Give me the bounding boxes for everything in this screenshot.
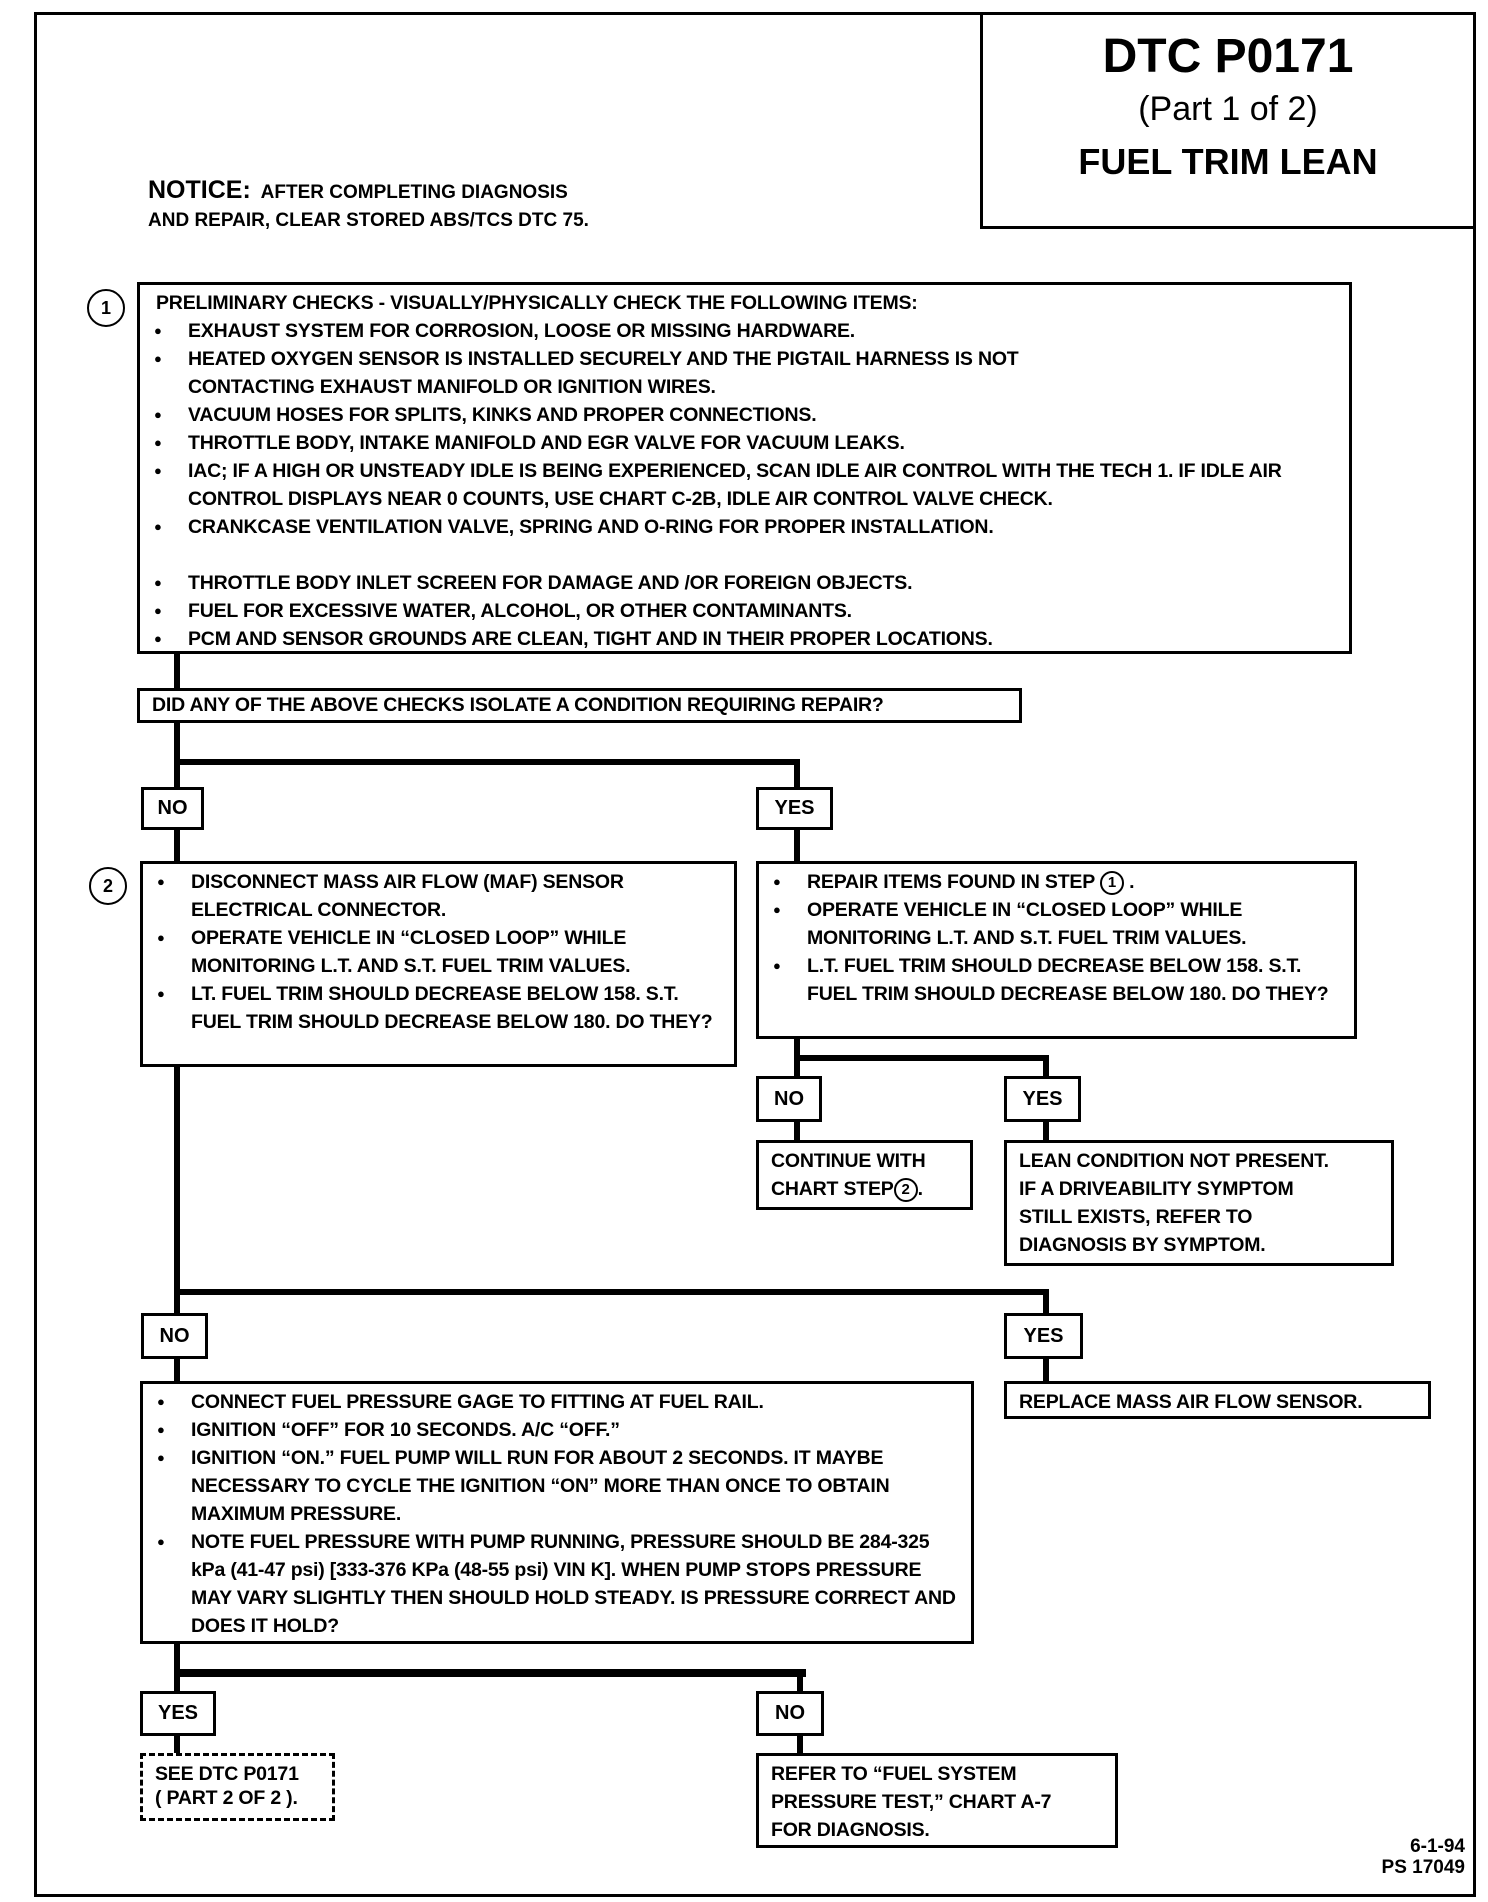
connector-line (1043, 1055, 1049, 1076)
connector-line (794, 1055, 1049, 1061)
no-label: NO (141, 787, 204, 830)
replace-maf-box: REPLACE MASS AIR FLOW SENSOR. (1004, 1381, 1431, 1419)
notice-line: AND REPAIR, CLEAR STORED ABS/TCS DTC 75. (148, 210, 589, 231)
connector-line (1043, 1359, 1049, 1381)
step-1-marker: 1 (87, 289, 125, 327)
footer-date: 6-1-94 (1410, 1836, 1465, 1857)
part-label: (Part 1 of 2) (1138, 90, 1318, 128)
connector-line (174, 1736, 180, 1753)
yes-label: YES (1004, 1076, 1081, 1122)
repair-items-box (756, 861, 1357, 1039)
continue-text: CONTINUE WITH (771, 1150, 926, 1172)
check-item: ● HEATED OXYGEN SENSOR IS INSTALLED SECURELY AND THE PIGTAIL HARNESS IS NOT CONTACTING EXHAUST MANIFOLD OR IGNITION WIRES. (152, 345, 1339, 401)
step-item: ● NOTE FUEL PRESSURE WITH PUMP RUNNING, PRESSURE SHOULD BE 284-325 kPa (41-47 psi) [333-376 KPa (48-55 psi) VIN K]. WHEN PUMP STOPS PRESSURE MAY VARY SLIGHTLY THEN SHOULD HOLD STEADY. IS PRESSURE CORRECT AND DOES IT HOLD? (155, 1528, 961, 1640)
step-item: ● OPERATE VEHICLE IN “CLOSED LOOP” WHILE MONITORING L.T. AND S.T. FUEL TRIM VALUES. (155, 924, 724, 980)
notice-label: NOTICE: (148, 176, 251, 204)
no-label: NO (756, 1076, 822, 1122)
check-item: ● THROTTLE BODY INLET SCREEN FOR DAMAGE AND /OR FOREIGN OBJECTS. (152, 569, 1339, 597)
lean-line: IF A DRIVEABILITY SYMPTOM (1019, 1178, 1294, 1200)
see-part-2-box (140, 1753, 335, 1821)
step-item: ● CONNECT FUEL PRESSURE GAGE TO FITTING AT FUEL RAIL. (155, 1388, 961, 1416)
connector-line (794, 1122, 800, 1140)
refer-line: REFER TO “FUEL SYSTEM (771, 1763, 1017, 1785)
continue-text: CHART STEP (771, 1178, 894, 1200)
lean-line: STILL EXISTS, REFER TO (1019, 1206, 1253, 1228)
title-block (980, 12, 1476, 229)
step-item: ● LT. FUEL TRIM SHOULD DECREASE BELOW 158. S.T. FUEL TRIM SHOULD DECREASE BELOW 180. DO THEY? (155, 980, 724, 1036)
step-item: ● REPAIR ITEMS FOUND IN STEP 1 . (771, 868, 1344, 896)
check-item: ● PCM AND SENSOR GROUNDS ARE CLEAN, TIGHT AND IN THEIR PROPER LOCATIONS. (152, 625, 1339, 653)
connector-line (1043, 1122, 1049, 1140)
connector-line (174, 654, 180, 688)
fuel-pressure-box (140, 1381, 974, 1644)
check-item: ● THROTTLE BODY, INTAKE MANIFOLD AND EGR VALVE FOR VACUUM LEAKS. (152, 429, 1339, 457)
yes-label: YES (1004, 1313, 1083, 1359)
check-item: ● IAC; IF A HIGH OR UNSTEADY IDLE IS BEING EXPERIENCED, SCAN IDLE AIR CONTROL WITH THE TECH 1. IF IDLE AIR CONTROL DISPLAYS NEAR 0 COUNTS, USE CHART C-2B, IDLE AIR CONTROL VALVE CHECK. (152, 457, 1339, 513)
step-item: ● L.T. FUEL TRIM SHOULD DECREASE BELOW 158. S.T. FUEL TRIM SHOULD DECREASE BELOW 180. DO THEY? (771, 952, 1344, 1008)
footer (1382, 1836, 1465, 1878)
preliminary-checks-heading: PRELIMINARY CHECKS - VISUALLY/PHYSICALLY CHECK THE FOLLOWING ITEMS: (156, 292, 918, 314)
check-item: ● EXHAUST SYSTEM FOR CORROSION, LOOSE OR MISSING HARDWARE. (152, 317, 1339, 345)
step-2-ref-icon: 2 (894, 1178, 918, 1202)
step-item: ● IGNITION “OFF” FOR 10 SECONDS. A/C “OFF.” (155, 1416, 961, 1444)
connector-line (794, 759, 800, 789)
part2-line: ( PART 2 OF 2 ). (155, 1787, 298, 1809)
maf-disconnect-box (140, 861, 737, 1067)
step-1-ref-icon: 1 (1100, 871, 1124, 895)
lean-line: DIAGNOSIS BY SYMPTOM. (1019, 1234, 1266, 1256)
step-2-marker: 2 (89, 867, 127, 905)
connector-line (1043, 1289, 1049, 1313)
lean-not-present-box (1004, 1140, 1394, 1266)
step-item: ● OPERATE VEHICLE IN “CLOSED LOOP” WHILE MONITORING L.T. AND S.T. FUEL TRIM VALUES. (771, 896, 1344, 952)
notice (148, 176, 589, 235)
check-item: ● CRANKCASE VENTILATION VALVE, SPRING AND O-RING FOR PROPER INSTALLATION. (152, 513, 1339, 541)
connector-line (174, 1289, 1049, 1295)
connector-line (794, 830, 800, 862)
connector-line (174, 1669, 806, 1677)
page-subtitle: FUEL TRIM LEAN (1078, 141, 1378, 182)
question-repair-needed: DID ANY OF THE ABOVE CHECKS ISOLATE A CONDITION REQUIRING REPAIR? (137, 688, 1022, 723)
check-item: ● VACUUM HOSES FOR SPLITS, KINKS AND PROPER CONNECTIONS. (152, 401, 1339, 429)
notice-line: AFTER COMPLETING DIAGNOSIS (260, 182, 568, 203)
connector-line (174, 1067, 180, 1313)
lean-line: LEAN CONDITION NOT PRESENT. (1019, 1150, 1329, 1172)
connector-line (174, 759, 800, 765)
continue-text: . (917, 1178, 923, 1200)
refer-line: PRESSURE TEST,” CHART A-7 (771, 1791, 1052, 1813)
yes-label: YES (756, 787, 833, 830)
connector-line (174, 723, 180, 787)
footer-code: PS 17049 (1381, 1857, 1465, 1878)
connector-line (174, 830, 180, 862)
check-item: ● FUEL FOR EXCESSIVE WATER, ALCOHOL, OR OTHER CONTAMINANTS. (152, 597, 1339, 625)
connector-line (174, 1359, 180, 1381)
page-title: DTC P0171 (1102, 30, 1354, 83)
repair-text: REPAIR ITEMS FOUND IN STEP (807, 871, 1095, 893)
step-item: ● IGNITION “ON.” FUEL PUMP WILL RUN FOR ABOUT 2 SECONDS. IT MAYBE NECESSARY TO CYCLE THE IGNITION “ON” MORE THAN ONCE TO OBTAIN MAXIMUM PRESSURE. (155, 1444, 961, 1528)
continue-box (756, 1140, 973, 1210)
refer-chart-box (756, 1753, 1118, 1848)
refer-line: FOR DIAGNOSIS. (771, 1819, 930, 1841)
step-item: ● DISCONNECT MASS AIR FLOW (MAF) SENSOR ELECTRICAL CONNECTOR. (155, 868, 724, 924)
connector-line (174, 1644, 180, 1691)
no-label: NO (756, 1691, 824, 1736)
connector-line (797, 1669, 803, 1691)
part2-line: SEE DTC P0171 (155, 1763, 299, 1785)
preliminary-checks-box (137, 282, 1352, 654)
connector-line (797, 1736, 803, 1753)
yes-label: YES (140, 1691, 216, 1736)
no-label: NO (141, 1313, 208, 1359)
